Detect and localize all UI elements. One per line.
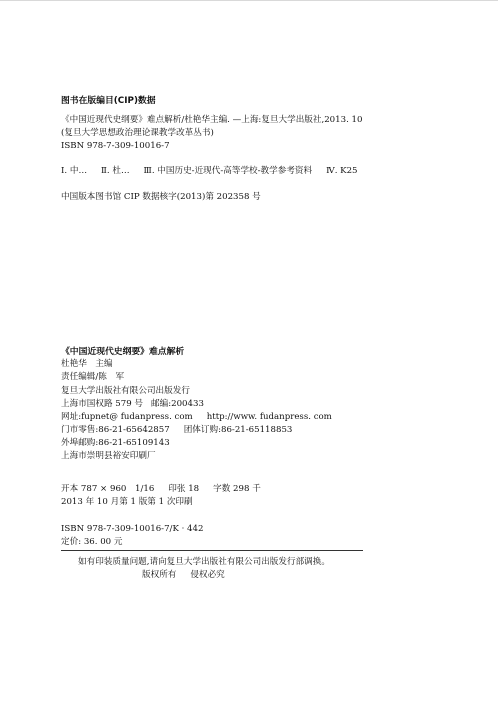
cip-classification bbox=[61, 165, 358, 178]
cip-heading: 图书在版编目(CIP)数据 bbox=[61, 96, 156, 106]
publisher-phone-line bbox=[61, 424, 332, 437]
publisher-website: http://www. fudanpress. com bbox=[206, 412, 332, 422]
price: 定价: 36. 00 元 bbox=[61, 537, 123, 547]
classification-item: Ⅱ. 杜… bbox=[101, 166, 130, 176]
classification-item: Ⅳ. K25 bbox=[326, 166, 358, 176]
publisher-mail-order-phone: 外埠邮购:86-21-65109143 bbox=[61, 438, 170, 448]
classification-item: Ⅲ. 中国历史-近现代-高等学校-教学参考资料 bbox=[143, 166, 313, 176]
classification-item: Ⅰ. 中… bbox=[61, 166, 88, 176]
book-editor: 杜艳华 主编 bbox=[61, 359, 113, 369]
book-title: 《中国近现代史纲要》难点解析 bbox=[61, 347, 185, 357]
separator-rule bbox=[61, 550, 363, 551]
format-specs-line bbox=[61, 483, 261, 496]
print-format bbox=[61, 483, 261, 509]
publisher-web-line bbox=[61, 411, 332, 424]
publisher-email: 网址:fupnet@ fudanpress. com bbox=[61, 412, 193, 422]
publisher-info bbox=[61, 385, 332, 463]
printer-name: 上海市崇明县裕安印刷厂 bbox=[61, 451, 156, 461]
cip-series-line: (复旦大学思想政治理论课教学改革丛书) bbox=[61, 128, 214, 138]
quality-notice: 如有印装质量问题,请向复旦大学出版社有限公司出版发行部调换。 bbox=[78, 557, 330, 567]
format-size: 开本 787 × 960 1/16 bbox=[61, 484, 155, 494]
book-responsible-editor: 责任编辑/陈 军 bbox=[61, 372, 125, 382]
cip-bibliographic-line: 《中国近现代史纲要》难点解析/杜艳华主编. —上海:复旦大学出版社,2013. 10 bbox=[61, 115, 363, 125]
publisher-retail-phone: 门市零售:86-21-65642857 bbox=[61, 425, 170, 435]
rights-reserved: 版权所有 bbox=[142, 570, 177, 580]
publisher-address: 上海市国权路 579 号 bbox=[61, 399, 144, 409]
format-word-count: 字数 298 千 bbox=[213, 484, 261, 494]
publisher-name: 复旦大学出版社有限公司出版发行 bbox=[61, 386, 190, 396]
rights-line bbox=[78, 569, 330, 582]
cip-verification-number: 中国版本图书馆 CIP 数据核字(2013)第 202358 号 bbox=[61, 192, 261, 202]
piracy-warning: 侵权必究 bbox=[190, 570, 225, 580]
publisher-postcode: 邮编:200433 bbox=[151, 399, 204, 409]
cip-isbn-line: ISBN 978-7-309-10016-7 bbox=[61, 141, 170, 151]
format-sheets: 印张 18 bbox=[168, 484, 200, 494]
format-edition: 2013 年 10 月第 1 版第 1 次印刷 bbox=[61, 497, 193, 507]
copyright-notice bbox=[78, 556, 330, 582]
cip-record bbox=[61, 114, 362, 153]
book-credits bbox=[61, 358, 124, 384]
publisher-address-line bbox=[61, 398, 332, 411]
isbn-code: ISBN 978-7-309-10016-7/K · 442 bbox=[61, 524, 204, 534]
page-top-border bbox=[0, 0, 498, 1]
isbn-price bbox=[61, 523, 203, 549]
publisher-group-order-phone: 团体订购:86-21-65118853 bbox=[183, 425, 293, 435]
